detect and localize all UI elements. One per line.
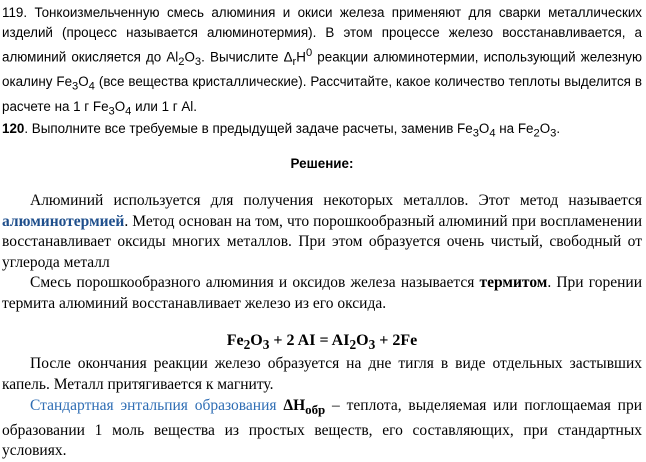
enthalpy-link[interactable]: Стандартная энтальпия образования [30,397,277,414]
paragraph-iron-drops: После окончания реакции железо образуется на дне тигля в виде отдельных застывших капель. Металл притягивается к магниту. [2,355,642,393]
term-highlight: алюминотермией [2,212,125,230]
paragraph-enthalpy: Стандартная энтальпия образования $\Delta H_{обр}$ – теплота, выделяемая или поглощаемая при образовании 1 моль вещества из простых веществ, его составляющих, при стандартных условиях. [2,397,643,460]
problem-119: 119. Тонкоизмельченную смесь алюминия и окиси железа применяют для сварки металлических изделий (процесс называется алюминотермия). В этом процессе железо восстанавливается, а алюминий окисляется до $Al_2O_3$. Вычислите $\Delta_rH^0$ реакции алюминотермии, использующий железную окалину $Fe_3O_4$ (все вещества кристаллические). Рассчитайте, какое количество теплоты выделится в расчете на 1 г $Fe_3O_4$ или 1 г Al. [2,5,642,118]
solution-heading: Решение: [290,156,354,171]
paragraph-aluminothermy: Алюминий используется для получения некоторых металлов. Этот метод называется алюминотермией. Метод основан на том, что порошкообразный алюминий при воспламенении восстанавливает оксиды многих металлов. При этом образуется очень чистый, свободный от углерода металл [2,192,642,271]
problem-number: 119. [2,5,28,20]
reaction-equation: $Fe_2O_3 + 2$ AI = $AI_2O_3 + 2Fe$ [226,332,418,353]
paragraph-thermite: Смесь порошкообразного алюминия и оксидов железа называется термитом. При горении термита алюминий восстанавливает железо из его оксида. [2,274,642,312]
problem-number: 120 [2,121,25,136]
problem-120: 120. Выполните все требуемые в предыдущей задаче расчеты, заменив $Fe_3O_4$ на $Fe_2O_3$. [2,121,561,140]
term-bold: термитом [479,274,548,291]
